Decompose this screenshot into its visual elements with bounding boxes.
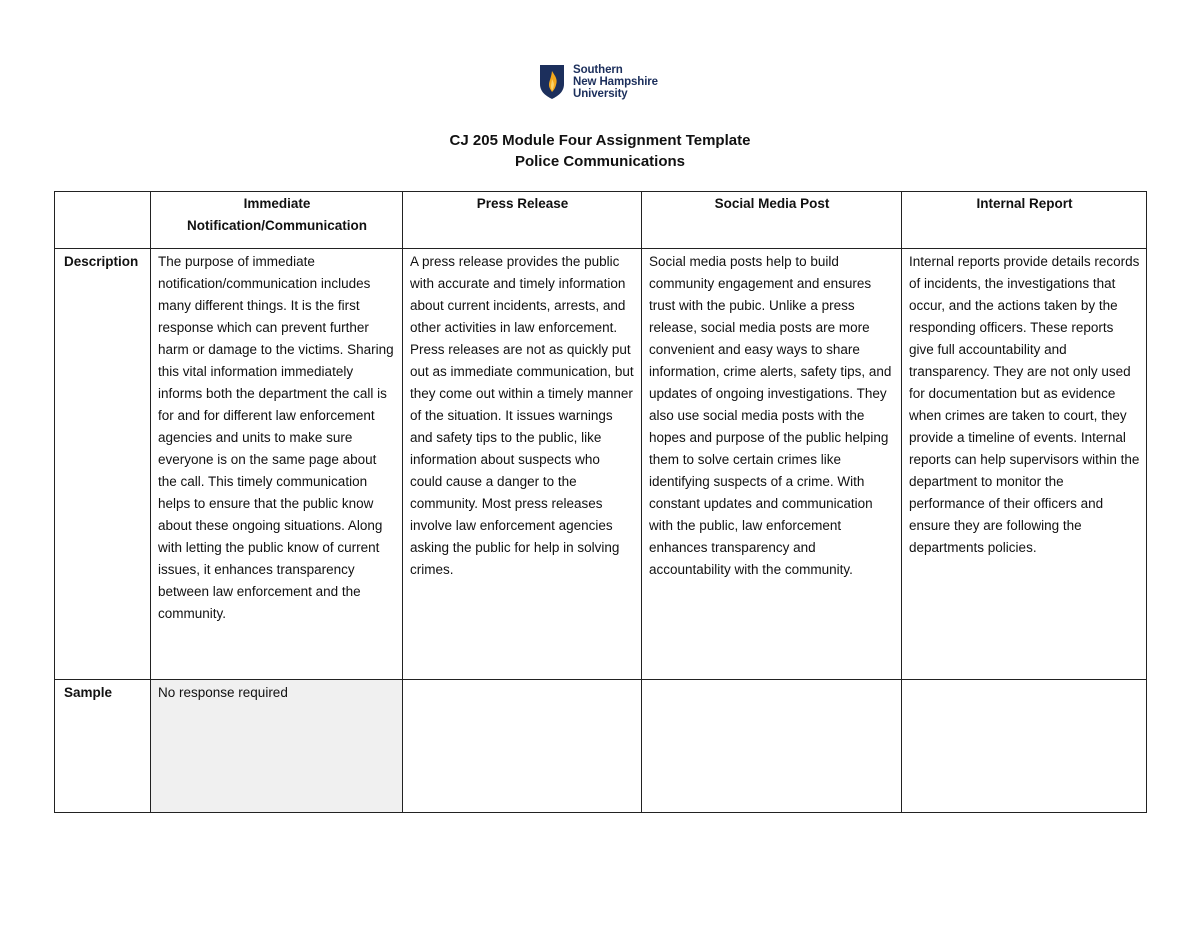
logo-line-1: Southern (573, 64, 623, 76)
sample-immediate-notification: No response required (151, 680, 403, 813)
sample-social-media-post[interactable] (642, 680, 902, 813)
header-corner (55, 192, 151, 249)
header-internal-report: Internal Report (902, 192, 1147, 249)
document-title: CJ 205 Module Four Assignment Template (449, 132, 751, 149)
university-logo (539, 64, 658, 100)
shield-flame-icon (539, 64, 565, 100)
header-press-release: Press Release (403, 192, 642, 249)
table-row-sample (55, 680, 1147, 813)
logo-line-3: University (573, 88, 628, 100)
header-immediate-notification: Immediate Notification/Communication (151, 192, 403, 249)
table-row-description (55, 249, 1147, 680)
university-name (573, 64, 658, 100)
sample-press-release[interactable] (403, 680, 642, 813)
description-immediate-notification[interactable]: The purpose of immediate notification/communication includes many different things. It is the first response which can prevent further harm or damage to the victims. Sharing this vital information immediately informs both the department the call is for and for different law enforcement agencies and units to make sure everyone is on the same page about the call. This timely communication helps to ensure that the public know about these ongoing situations. Along with letting the public know of current issues, it enhances transparency between law enforcement and the community. (151, 249, 403, 680)
description-press-release[interactable]: A press release provides the public with accurate and timely information about current incidents, arrests, and other activities in law enforcement. Press releases are not as quickly put out as immediate communication, but they come out within a timely manner of the situation. It issues warnings and safety tips to the public, like information about suspects who could cause a danger to the community. Most press releases involve law enforcement agencies asking the public for help in solving crimes. (403, 249, 642, 680)
document-heading (0, 130, 1200, 172)
header-social-media-post: Social Media Post (642, 192, 902, 249)
row-label-description: Description (55, 249, 151, 680)
document-subtitle: Police Communications (514, 153, 686, 170)
row-label-sample: Sample (55, 680, 151, 813)
assignment-table (54, 191, 1147, 813)
table-header-row (55, 192, 1147, 249)
description-internal-report[interactable]: Internal reports provide details records of incidents, the investigations that occur, and the actions taken by the responding officers. These reports give full accountability and transparency. They are not only used for documentation but as evidence when crimes are taken to court, they provide a timeline of events. Internal reports can help supervisors within the department to monitor the performance of their officers and ensure they are following the departments policies. (902, 249, 1147, 680)
logo-line-2: New Hampshire (573, 76, 658, 88)
sample-internal-report[interactable] (902, 680, 1147, 813)
description-social-media-post[interactable]: Social media posts help to build community engagement and ensures trust with the pubic. Unlike a press release, social media posts are more convenient and easy ways to share information, crime alerts, safety tips, and updates of ongoing investigations. They also use social media posts with the hopes and purpose of the public helping them to solve certain crimes like identifying suspects of a crime. With constant updates and communication with the public, law enforcement enhances transparency and accountability with the community. (642, 249, 902, 680)
